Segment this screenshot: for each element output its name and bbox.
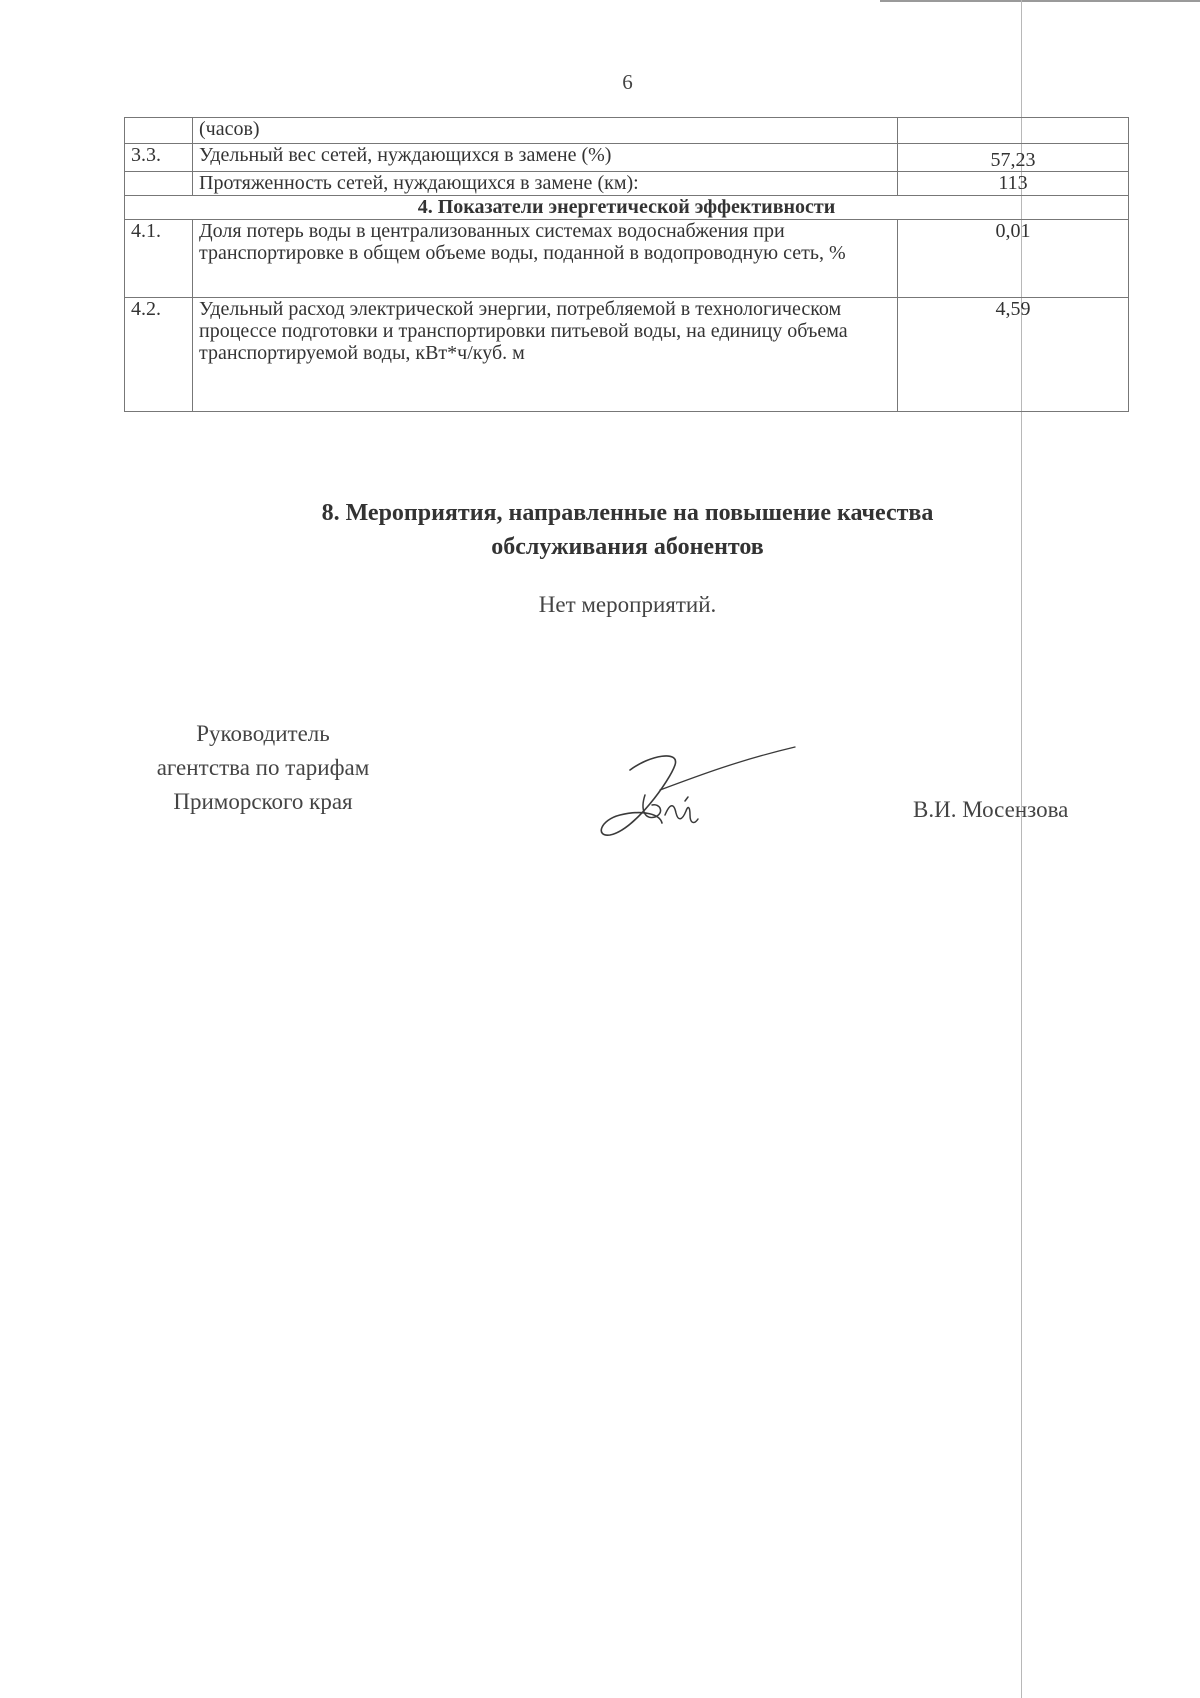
table-row — [125, 220, 1129, 298]
section-8-heading — [200, 496, 1055, 564]
table-row — [125, 144, 1129, 172]
row-text: Удельный расход электрической энергии, потребляемой в технологическом процессе подготовки и транспортировки питьевой воды, на единицу объема транспортируемой воды, кВт*ч/куб. м — [193, 298, 898, 412]
table-row — [125, 196, 1129, 220]
row-number: 4.1. — [125, 220, 193, 298]
row-text: Доля потерь воды в централизованных системах водоснабжения при транспортировке в общем объеме воды, поданной в водопроводную сеть, % — [193, 220, 898, 298]
signer-title-line-3: Приморского края — [173, 789, 353, 814]
row-number — [125, 172, 193, 196]
page-number: 6 — [622, 70, 633, 94]
signer-title-line-1: Руководитель — [196, 721, 330, 746]
row-value: 0,01 — [898, 220, 1129, 298]
row-number: 3.3. — [125, 144, 193, 172]
row-value: 4,59 — [898, 298, 1129, 412]
table-row — [125, 298, 1129, 412]
table-row — [125, 118, 1129, 144]
indicators-table — [124, 117, 1129, 412]
row-value — [898, 118, 1129, 144]
row-value: 113 — [898, 172, 1129, 196]
signer-title-line-2: агентства по тарифам — [156, 755, 370, 780]
table-row — [125, 172, 1129, 196]
scan-edge-line — [880, 0, 1200, 2]
row-number: 4.2. — [125, 298, 193, 412]
section-heading-row: 4. Показатели энергетической эффективности — [125, 196, 1129, 220]
section-8-title-line-2: обслуживания абонентов — [491, 534, 764, 560]
row-text: Удельный вес сетей, нуждающихся в замене (%) — [193, 144, 898, 172]
section-8-title-line-1: 8. Мероприятия, направленные на повышение качества — [321, 500, 934, 526]
section-8-body: Нет мероприятий. — [538, 592, 717, 617]
signer-title-block — [118, 717, 408, 819]
row-text: Протяженность сетей, нуждающихся в замене (км): — [193, 172, 898, 196]
row-value: 57,23 — [898, 144, 1129, 172]
signer-name: В.И. Мосензова — [913, 797, 1069, 822]
row-number — [125, 118, 193, 144]
row-text: (часов) — [193, 118, 898, 144]
handwritten-signature — [590, 735, 800, 850]
